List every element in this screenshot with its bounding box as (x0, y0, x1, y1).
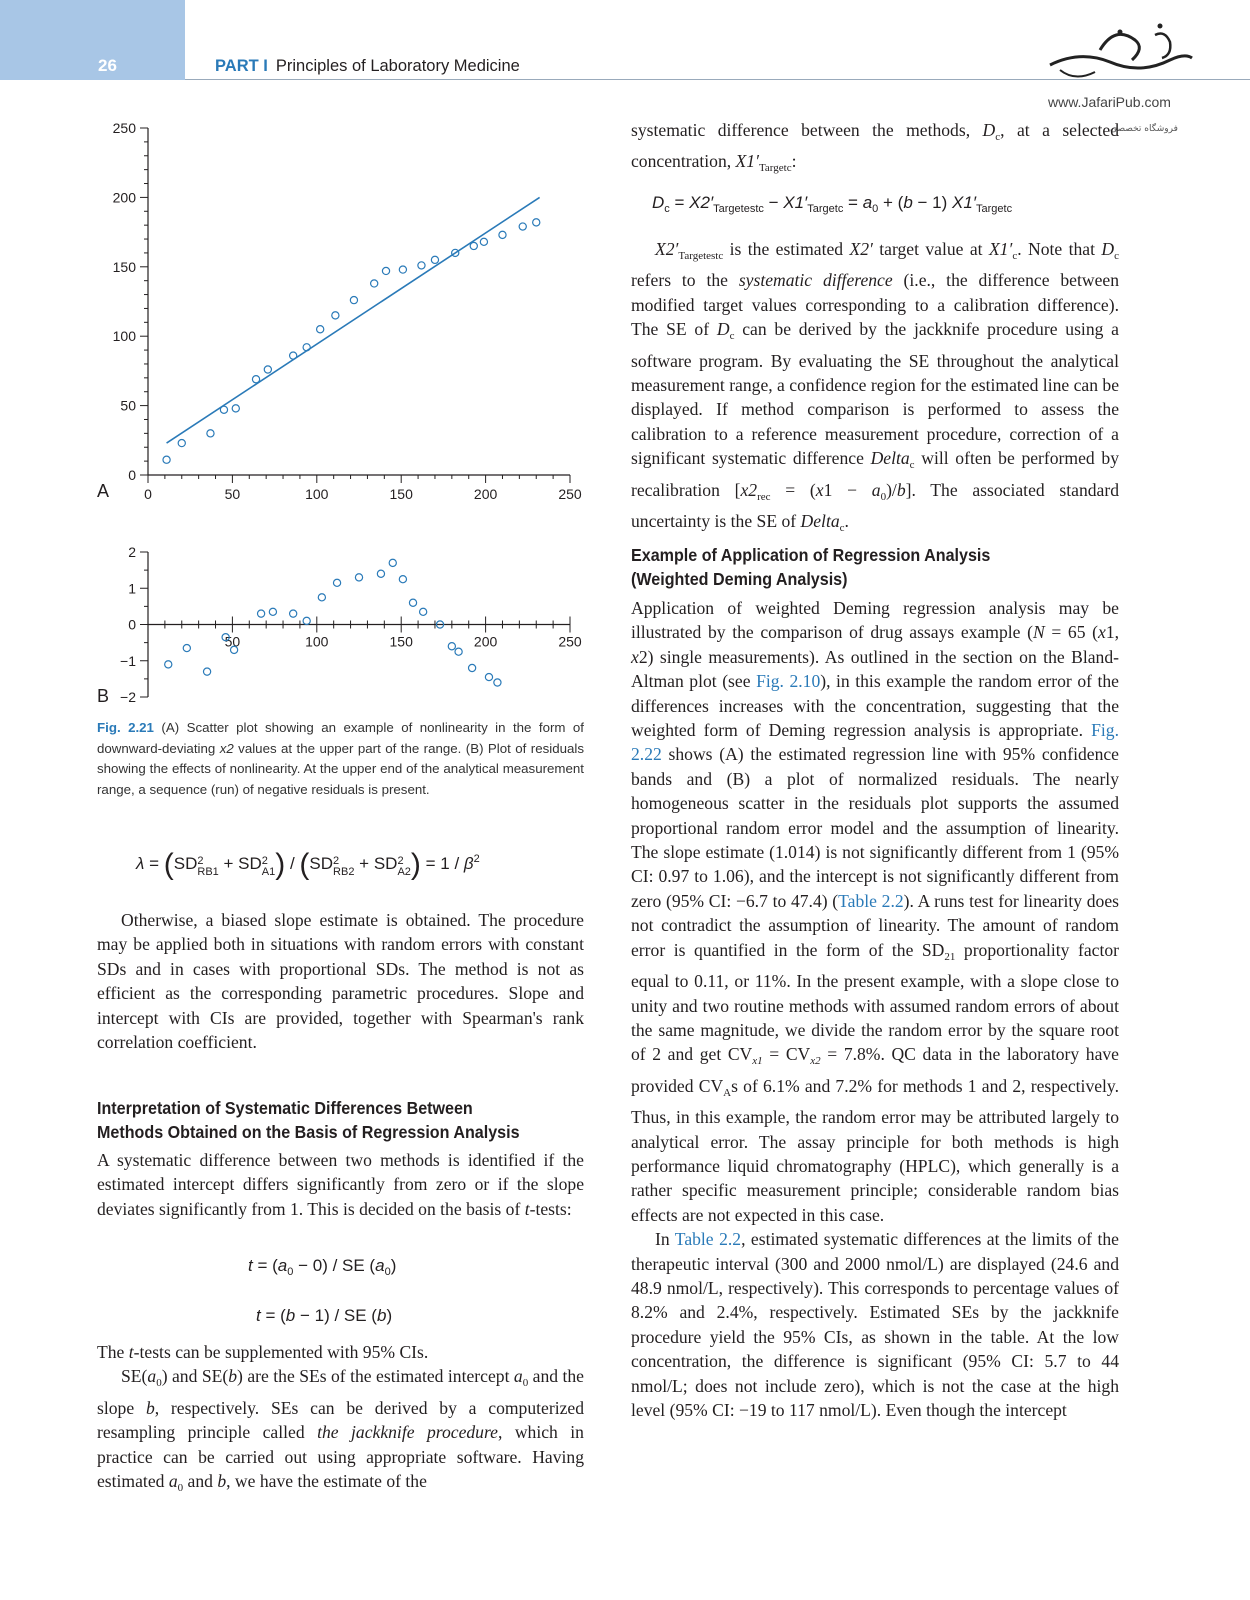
residual-point (290, 610, 297, 617)
data-point (519, 223, 526, 230)
y-tick-label: −2 (120, 689, 136, 705)
data-point (399, 266, 406, 273)
residual-point (333, 579, 340, 586)
y-tick-label: 200 (112, 189, 136, 206)
x-tick-label: 100 (305, 486, 329, 502)
data-point (470, 242, 477, 249)
residual-point (203, 668, 210, 675)
y-tick-label: 0 (128, 616, 136, 633)
y-tick-label: 150 (112, 258, 136, 275)
data-point (290, 352, 297, 359)
data-point (317, 326, 324, 333)
paragraph-dc-explanation: $X2'_{Targetestc}$ is the estimated X2′ target value at $X1'_c$. Note that $D_c$ refers to the systematic difference (i.e., the difference between modified target values corresponding to a calibration difference). The SE of $D_c$ can be derived by the jackknife procedure using a software program. By evaluating the SE throughout the analytical measurement range, a confidence region for the estimated line can be displayed. If method comparison is performed to assess the calibration to a reference measurement procedure, correction of a significant systematic difference Delta$_c$ will often be performed by recalibration $[x2_{rec} = (x1 - a_0)/b]$. The associated standard uncertainty is the SE of Delta$_c$. (631, 239, 1120, 535)
residual-point (409, 599, 416, 606)
y-tick-label: 50 (120, 397, 136, 414)
residual-point (389, 559, 396, 566)
t-test-equation-slope: t = (b − 1) / SE (b) (256, 1306, 393, 1325)
page-number-box (0, 0, 185, 80)
section-heading-example: Example of Application of Regression Analysis (Weighted Deming Analysis) (631, 545, 991, 589)
residual-point (448, 643, 455, 650)
data-point (480, 238, 487, 245)
x-tick-label: 250 (558, 633, 582, 650)
data-point (499, 231, 506, 238)
left-column (97, 908, 584, 1054)
data-point (431, 256, 438, 263)
fig-2-22-link[interactable]: Fig. 2.22 (631, 720, 1119, 765)
table-2-2-link-2[interactable]: Table 2.2 (674, 1229, 742, 1250)
figure-caption (97, 718, 584, 800)
figure-caption-label: Fig. 2.21 (97, 720, 154, 735)
residual-point (183, 644, 190, 651)
watermark-url: www.JafariPub.com (1048, 94, 1171, 110)
x-tick-label: 200 (473, 633, 498, 650)
x-tick-label: 50 (224, 633, 241, 650)
residual-point (377, 570, 384, 577)
figure-panel-a (90, 115, 600, 515)
data-point (207, 430, 214, 437)
data-point (332, 312, 339, 319)
data-point (232, 405, 239, 412)
paragraph: Otherwise, a biased slope estimate is obtained. The procedure may be applied both in situations with random errors with constant SDs and in cases with proportional SDs. The method is not as efficient as the corresponding parametric procedures. Slope and intercept with CIs are provided, together with Spearman's rank correlation coefficient. (97, 910, 584, 1053)
x-tick-label: 150 (389, 633, 413, 650)
paragraph-ttest-intro: A systematic difference between two methods is identified if the estimated intercept differs significantly from zero or if the slope deviates significantly from 1. This is decided on the basis of t-tests: (97, 1150, 584, 1219)
residual-point (318, 594, 325, 601)
t-test-equation-intercept: $t = (a_0 - 0)$ / SE $(a_0)$ (248, 1256, 397, 1278)
data-point (163, 456, 170, 463)
data-point (418, 262, 425, 269)
paragraph-ci: The t-tests can be supplemented with 95% CIs. $SE(a_0)$ and SE(b) are the SEs of the estimated intercept $a_0$ and the slope b, respectively. SEs can be derived by a computerized resampling principle called the jackknife procedure, which in practice can be carried out using appropriate software. Having estimated $a_0$ and b, we have the estimate of the (97, 1342, 584, 1495)
figure-panel-b (90, 540, 600, 715)
residual-point (468, 664, 475, 671)
y-tick-label: −1 (120, 652, 136, 669)
figure-caption-text: (A) Scatter plot showing an example of nonlinearity in the form of downward-deviating x2 values at the upper part of the range. (B) Plot of residuals showing the effects of nonlinearity. At the upper end of the analytical measurement range, a sequence (run) of negative residuals is present. (97, 720, 585, 797)
paragraph-dc-intro: systematic difference between the methods, $D_c$, at a selected concentration, $X1'_{Targetc}$: (631, 120, 1119, 175)
data-point (533, 219, 540, 226)
watermark-text: فروشگاه تخصصی (1110, 124, 1178, 134)
x-tick-label: 150 (389, 486, 413, 502)
data-point (178, 439, 185, 446)
publisher-logo (1040, 20, 1200, 100)
residual-point (257, 610, 264, 617)
residual-point (399, 576, 406, 583)
data-point (350, 297, 357, 304)
y-tick-label: 100 (112, 328, 136, 345)
residual-point (485, 673, 492, 680)
x-tick-label: 250 (558, 486, 582, 502)
residual-point (420, 608, 427, 615)
page-number: 26 (98, 56, 117, 75)
data-point (371, 280, 378, 287)
data-point (220, 406, 227, 413)
table-2-2-link[interactable]: Table 2.2 (838, 890, 904, 911)
residual-point (303, 617, 310, 624)
residual-point (165, 661, 172, 668)
panel-label-b: B (97, 686, 110, 706)
residual-point (494, 679, 501, 686)
data-point (264, 366, 271, 373)
data-point (252, 376, 259, 383)
data-point (303, 344, 310, 351)
x-tick-label: 50 (224, 486, 241, 502)
x-tick-label: 0 (144, 486, 152, 502)
y-tick-label: 250 (112, 120, 136, 136)
x-tick-label: 100 (305, 633, 329, 650)
lambda-equation: λ = (SD2 RB1 + SD2 A1) / (SD2 RB2 + SD2 $A2) = 1 / \beta^2$ (136, 848, 480, 881)
y-tick-label: 1 (128, 580, 136, 597)
paragraph-deming-example: Application of weighted Deming regression analysis may be illustrated by the comparison of drug assays example (N = 65 (x1, x2) single measurements). As outlined in the section on the Bland-Altman plot (see Fig. 2.10), in this example the random error of the differences increases with the concentration, suggesting that the weighted form of Deming regression analysis is appropriate. Fig. 2.22 shows (A) the estimated regression line with 95% confidence bands and (B) a plot of normalized residuals. The nearly homogeneous scatter in the residuals plot supports the assumed proportional random error model and the assumption of linearity. The slope estimate (1.014) is not significantly different from 1 (95% CI: 0.97 to 1.06), and the intercept is not significantly different from zero (95% CI: −6.7 to 47.4) (Table 2.2). A runs test for linearity does not contradict the assumption of linearity. The amount of random error is quantified in the form of the $SD_{21}$ proportionality factor equal to 0.11, or 11%. In the present example, with a slope close to unity and two routine methods with assumed random errors of about the same magnitude, we divide the random error by the square root of 2 and get $CV_{x1} = CV_{x2} = 7.8\%$. QC data in the laboratory have provided $CV_As$ of 6.1% and 7.2% for methods 1 and 2, respectively. Thus, in this example, the random error may be attributed largely to analytical error. The assay principle for both methods is high performance liquid chromatography (HPLC), which generally is a rather specific measurement principle; considerable random bias effects are not expected in this case. In Table 2.2, estimated systematic differences at the limits of the therapeutic interval (300 and 2000 nmol/L) are displayed (24.6 and 48.9 nmol/L, respectively). This corresponds to percentage values of 8.2% and 2.4%, respectively. Estimated SEs by the jackknife procedure yield the 95% CIs, as shown in the table. At the low concentration, the difference is significant (95% CI: 5.7 to 44 nmol/L; does not include zero), which is not the case at the high level (95% CI: −19 to 117 nmol/L). Even though the intercept (631, 598, 1120, 1420)
x-tick-label: 200 (473, 486, 498, 502)
residual-point (355, 574, 362, 581)
running-head (215, 57, 520, 76)
data-point (382, 267, 389, 274)
fig-2-10-link[interactable]: Fig. 2.10 (756, 671, 821, 692)
residual-point (269, 608, 276, 615)
panel-label-a: A (97, 481, 110, 501)
dc-equation: $D_c = X2'_{Targetestc} - X1'_{Targetc} = a_0 + (b - 1)$ $X1'_{Targetc}$ (652, 193, 1013, 215)
part-label: PART I (215, 57, 268, 75)
section-heading-interpretation: Interpretation of Systematic Differences Between Methods Obtained on the Basis of Regression Analysis (97, 1098, 520, 1142)
y-tick-label: 0 (128, 467, 136, 483)
y-tick-label: 2 (128, 544, 136, 560)
residual-point (455, 648, 462, 655)
section-title: Principles of Laboratory Medicine (275, 57, 520, 75)
